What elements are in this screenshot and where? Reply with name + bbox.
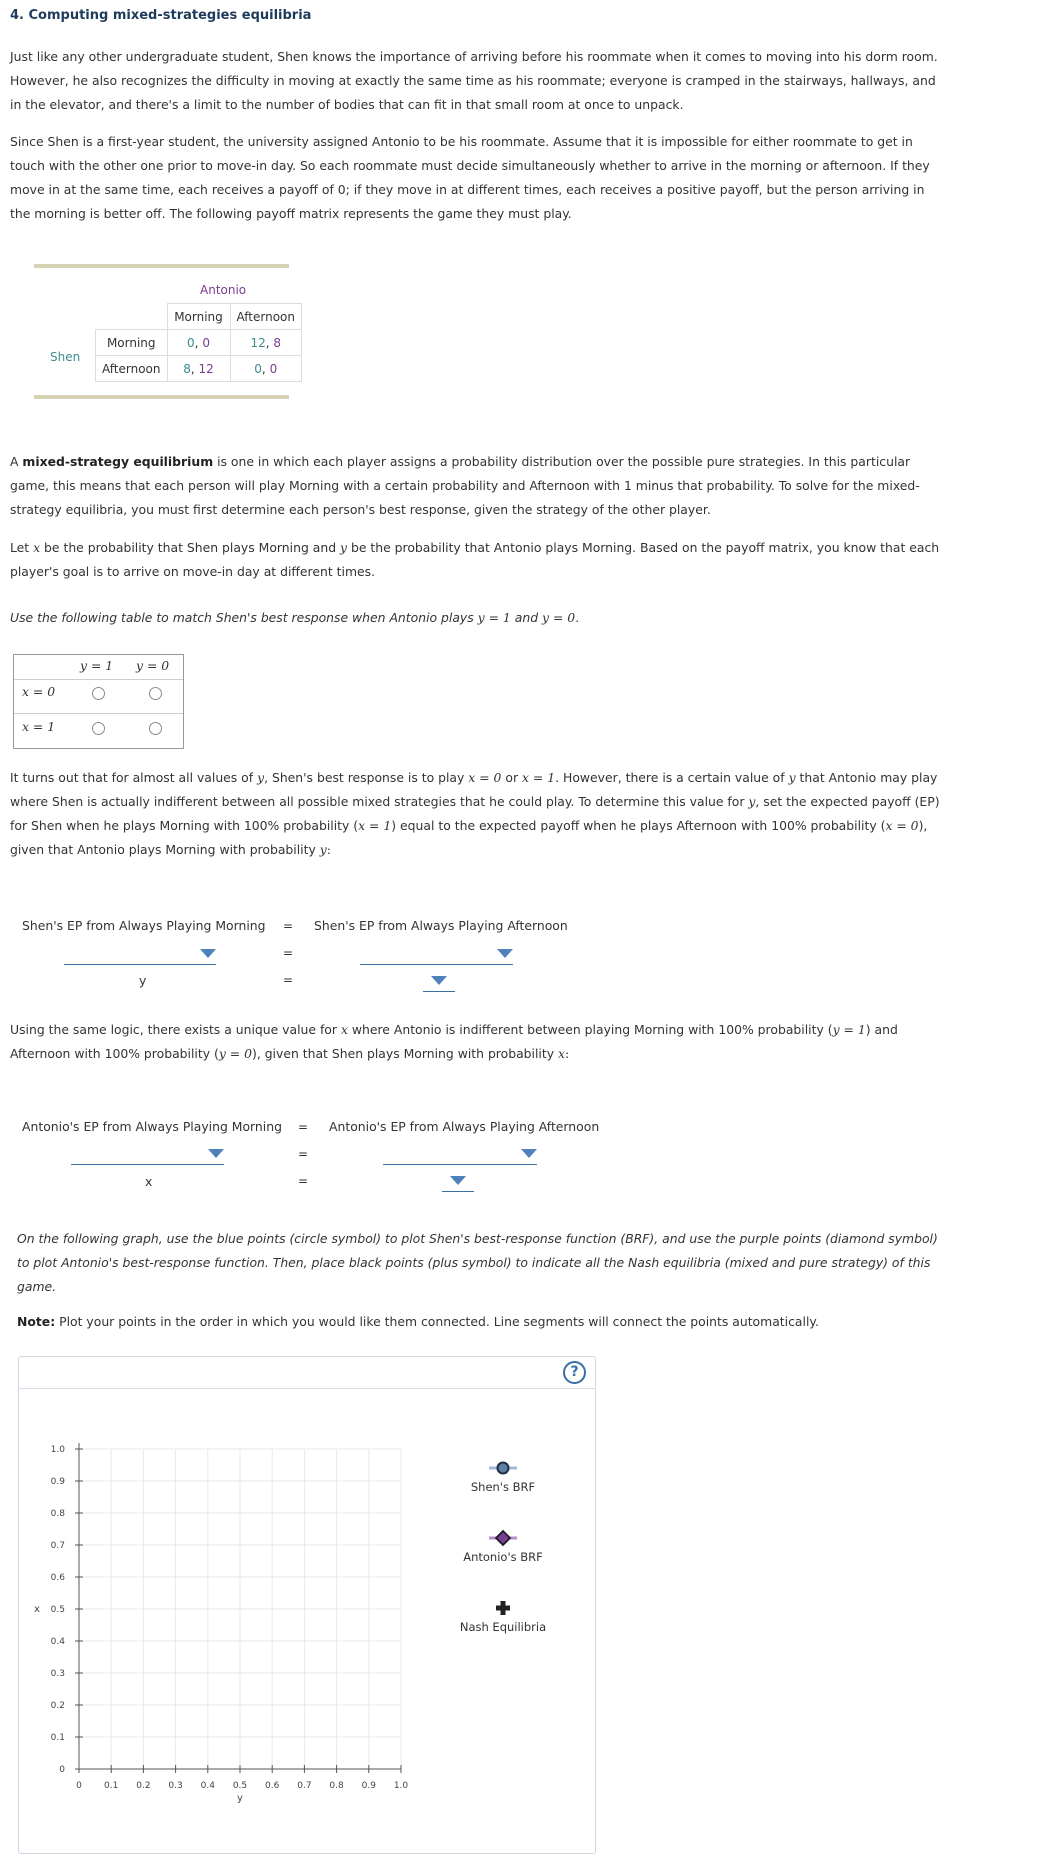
equals-sign: =	[298, 1147, 309, 1161]
col-header-afternoon: Afternoon	[230, 304, 302, 330]
x-tick-label: 0.3	[168, 1781, 183, 1791]
help-button[interactable]: ?	[563, 1361, 586, 1384]
legend-label-nash: Nash Equilibria	[459, 1620, 547, 1634]
equals-sign: =	[298, 1120, 309, 1134]
y-tick-label: 0.2	[50, 1701, 65, 1711]
column-player-label: Antonio	[200, 283, 247, 297]
br-row-header: x = 1	[22, 719, 56, 734]
shen-ep-morning-dropdown[interactable]	[64, 943, 216, 965]
x-tick-label: 0.5	[232, 1781, 248, 1791]
antonio-ep-morning-dropdown[interactable]	[71, 1143, 224, 1165]
radio-x0-y0[interactable]	[149, 687, 162, 700]
x-tick-label: 0.7	[297, 1781, 312, 1791]
y-tick-label: 1.0	[50, 1445, 65, 1455]
antonio-ep-afternoon-label: Antonio's EP from Always Playing Afternoon	[329, 1119, 600, 1134]
chevron-down-icon	[208, 1149, 224, 1158]
payoff-top-rule	[34, 264, 289, 268]
y-tick-label: 0.7	[50, 1541, 65, 1551]
shen-ep-afternoon-label: Shen's EP from Always Playing Afternoon	[314, 918, 568, 933]
shen-ep-coefficient-dropdown[interactable]	[423, 970, 455, 992]
x-tick-label: 0.8	[329, 1781, 344, 1791]
antonio-ep-morning-label: Antonio's EP from Always Playing Morning	[22, 1119, 282, 1134]
br-row-header: x = 0	[22, 684, 56, 699]
equals-sign: =	[283, 919, 294, 933]
shen-ep-variable: y	[139, 973, 147, 988]
x-tick-label: 0.4	[200, 1781, 215, 1791]
br-col-header: y = 0	[136, 658, 170, 673]
y-tick-label: 0.6	[50, 1573, 65, 1583]
chevron-down-icon	[431, 976, 447, 985]
diamond-icon	[496, 1531, 510, 1545]
row-header-morning: Morning	[96, 330, 168, 356]
radio-x1-y0[interactable]	[149, 722, 162, 735]
br-col-header: y = 1	[80, 658, 114, 673]
x-tick-label: 0.1	[104, 1781, 119, 1791]
y-tick-label: 0	[59, 1765, 65, 1775]
table-instruction: Use the following table to match Shen's best response when Antonio plays y = 1 and y = 0.	[10, 610, 580, 625]
payoff-cell: 0, 0	[167, 330, 230, 356]
note: Note: Plot your points in the order in which you would like them connected. Line segments will connect the points automatically.	[17, 1314, 819, 1329]
y-tick-label: 0.8	[50, 1509, 65, 1519]
chevron-down-icon	[200, 949, 216, 958]
payoff-bottom-rule	[34, 395, 289, 399]
y-axis-label: x	[34, 1604, 40, 1615]
antonio-logic-paragraph: Using the same logic, there exists a unique value for x where Antonio is indifferent between playing Morning with 100% probability (y = 1) and Afternoon with 100% probability (y = 0), given that Shen plays Morning with probability x:	[10, 1022, 898, 1061]
shen-brf-tool[interactable]	[473, 1456, 533, 1480]
radio-x1-y1[interactable]	[92, 722, 105, 735]
graph-instruction: On the following graph, use the blue points (circle symbol) to plot Shen's best-response function (BRF), and use the purple points (diamond symbol) to plot Antonio's best-response function. Then, place black points (plus symbol) to indicate all the Nash equilibria (mixed and pure strategy) of this game.	[17, 1231, 938, 1294]
shen-ep-morning-label: Shen's EP from Always Playing Morning	[22, 918, 266, 933]
circle-icon	[498, 1463, 509, 1474]
antonio-brf-tool[interactable]	[473, 1526, 533, 1550]
page-title: 4. Computing mixed-strategies equilibria	[10, 8, 312, 23]
intro-paragraph: Just like any other undergraduate student, Shen knows the importance of arriving before his roommate when it comes to moving into his dorm room. However, he also recognizes the difficulty in moving at exactly the same time as his roommate; everyone is cramped in the stairways, hallways, and in the elevator, and there's a limit to the number of bodies that can fit in that small room at once to unpack.	[10, 49, 938, 112]
antonio-ep-afternoon-dropdown[interactable]	[383, 1143, 537, 1165]
payoff-cell: 8, 12	[167, 356, 230, 382]
x-tick-label: 0	[76, 1781, 82, 1791]
y-tick-label: 0.5	[50, 1605, 65, 1615]
indifference-paragraph: It turns out that for almost all values of y, Shen's best response is to play x = 0 or x = 1. However, there is a certain value of y that Antonio may play where Shen is actually indifferent between all possible mixed strategies that he could play. To determine this value for y, set the expected payoff (EP) for Shen when he plays Morning with 100% probability (x = 1) equal to the expected payoff when he plays Afternoon with 100% probability (x = 0), given that Antonio plays Morning with probability y:	[10, 770, 940, 857]
radio-x0-y1[interactable]	[92, 687, 105, 700]
chevron-down-icon	[450, 1176, 466, 1185]
roommate-paragraph: Since Shen is a first-year student, the university assigned Antonio to be his roommate. Assume that it is impossible for either roommate to get in touch with the other one prior to move-in day. So each roommate must decide simultaneously whether to arrive in the morning or afternoon. If they move in at the same time, each receives a payoff of 0; if they move in at different times, each receives a positive payoff, but the person arriving in the morning is better off. The following payoff matrix represents the game they must play.	[10, 134, 930, 221]
graph-panel	[18, 1356, 596, 1854]
col-header-morning: Morning	[167, 304, 230, 330]
row-header-afternoon: Afternoon	[96, 356, 168, 382]
x-tick-label: 0.9	[361, 1781, 376, 1791]
y-tick-label: 0.4	[50, 1637, 65, 1647]
chevron-down-icon	[497, 949, 513, 958]
equals-sign: =	[283, 973, 294, 987]
payoff-matrix	[95, 303, 302, 382]
equals-sign: =	[283, 946, 294, 960]
shen-ep-afternoon-dropdown[interactable]	[360, 943, 513, 965]
x-axis-label: y	[237, 1793, 243, 1804]
x-tick-label: 0.2	[136, 1781, 151, 1791]
plus-icon	[496, 1601, 510, 1615]
row-player-label: Shen	[50, 350, 81, 364]
equals-sign: =	[298, 1174, 309, 1188]
y-tick-label: 0.1	[50, 1733, 65, 1743]
chevron-down-icon	[521, 1149, 537, 1158]
payoff-cell: 12, 8	[230, 330, 302, 356]
mixed-strategy-paragraph: A mixed-strategy equilibrium is one in which each player assigns a probability distribution over the possible pure strategies. In this particular game, this means that each person will play Morning with a certain probability and Afternoon with 1 minus that probability. To solve for the mixed-strategy equilibria, you must first determine each person's best response, given the strategy of the other player.	[10, 454, 920, 517]
probability-paragraph: Let x be the probability that Shen plays Morning and y be the probability that Antonio plays Morning. Based on the payoff matrix, you know that each player's goal is to arrive on move-in day at different times.	[10, 540, 940, 579]
y-tick-label: 0.3	[50, 1669, 65, 1679]
legend-label-antonio: Antonio's BRF	[463, 1550, 543, 1564]
nash-equilibria-tool[interactable]	[473, 1596, 533, 1620]
x-tick-label: 0.6	[265, 1781, 280, 1791]
legend-label-shen: Shen's BRF	[470, 1480, 536, 1494]
y-tick-label: 0.9	[50, 1477, 65, 1487]
payoff-cell: 0, 0	[230, 356, 302, 382]
antonio-ep-coefficient-dropdown[interactable]	[442, 1170, 474, 1192]
antonio-ep-variable: x	[145, 1174, 153, 1189]
best-response-table	[13, 654, 184, 749]
x-tick-label: 1.0	[393, 1781, 409, 1791]
